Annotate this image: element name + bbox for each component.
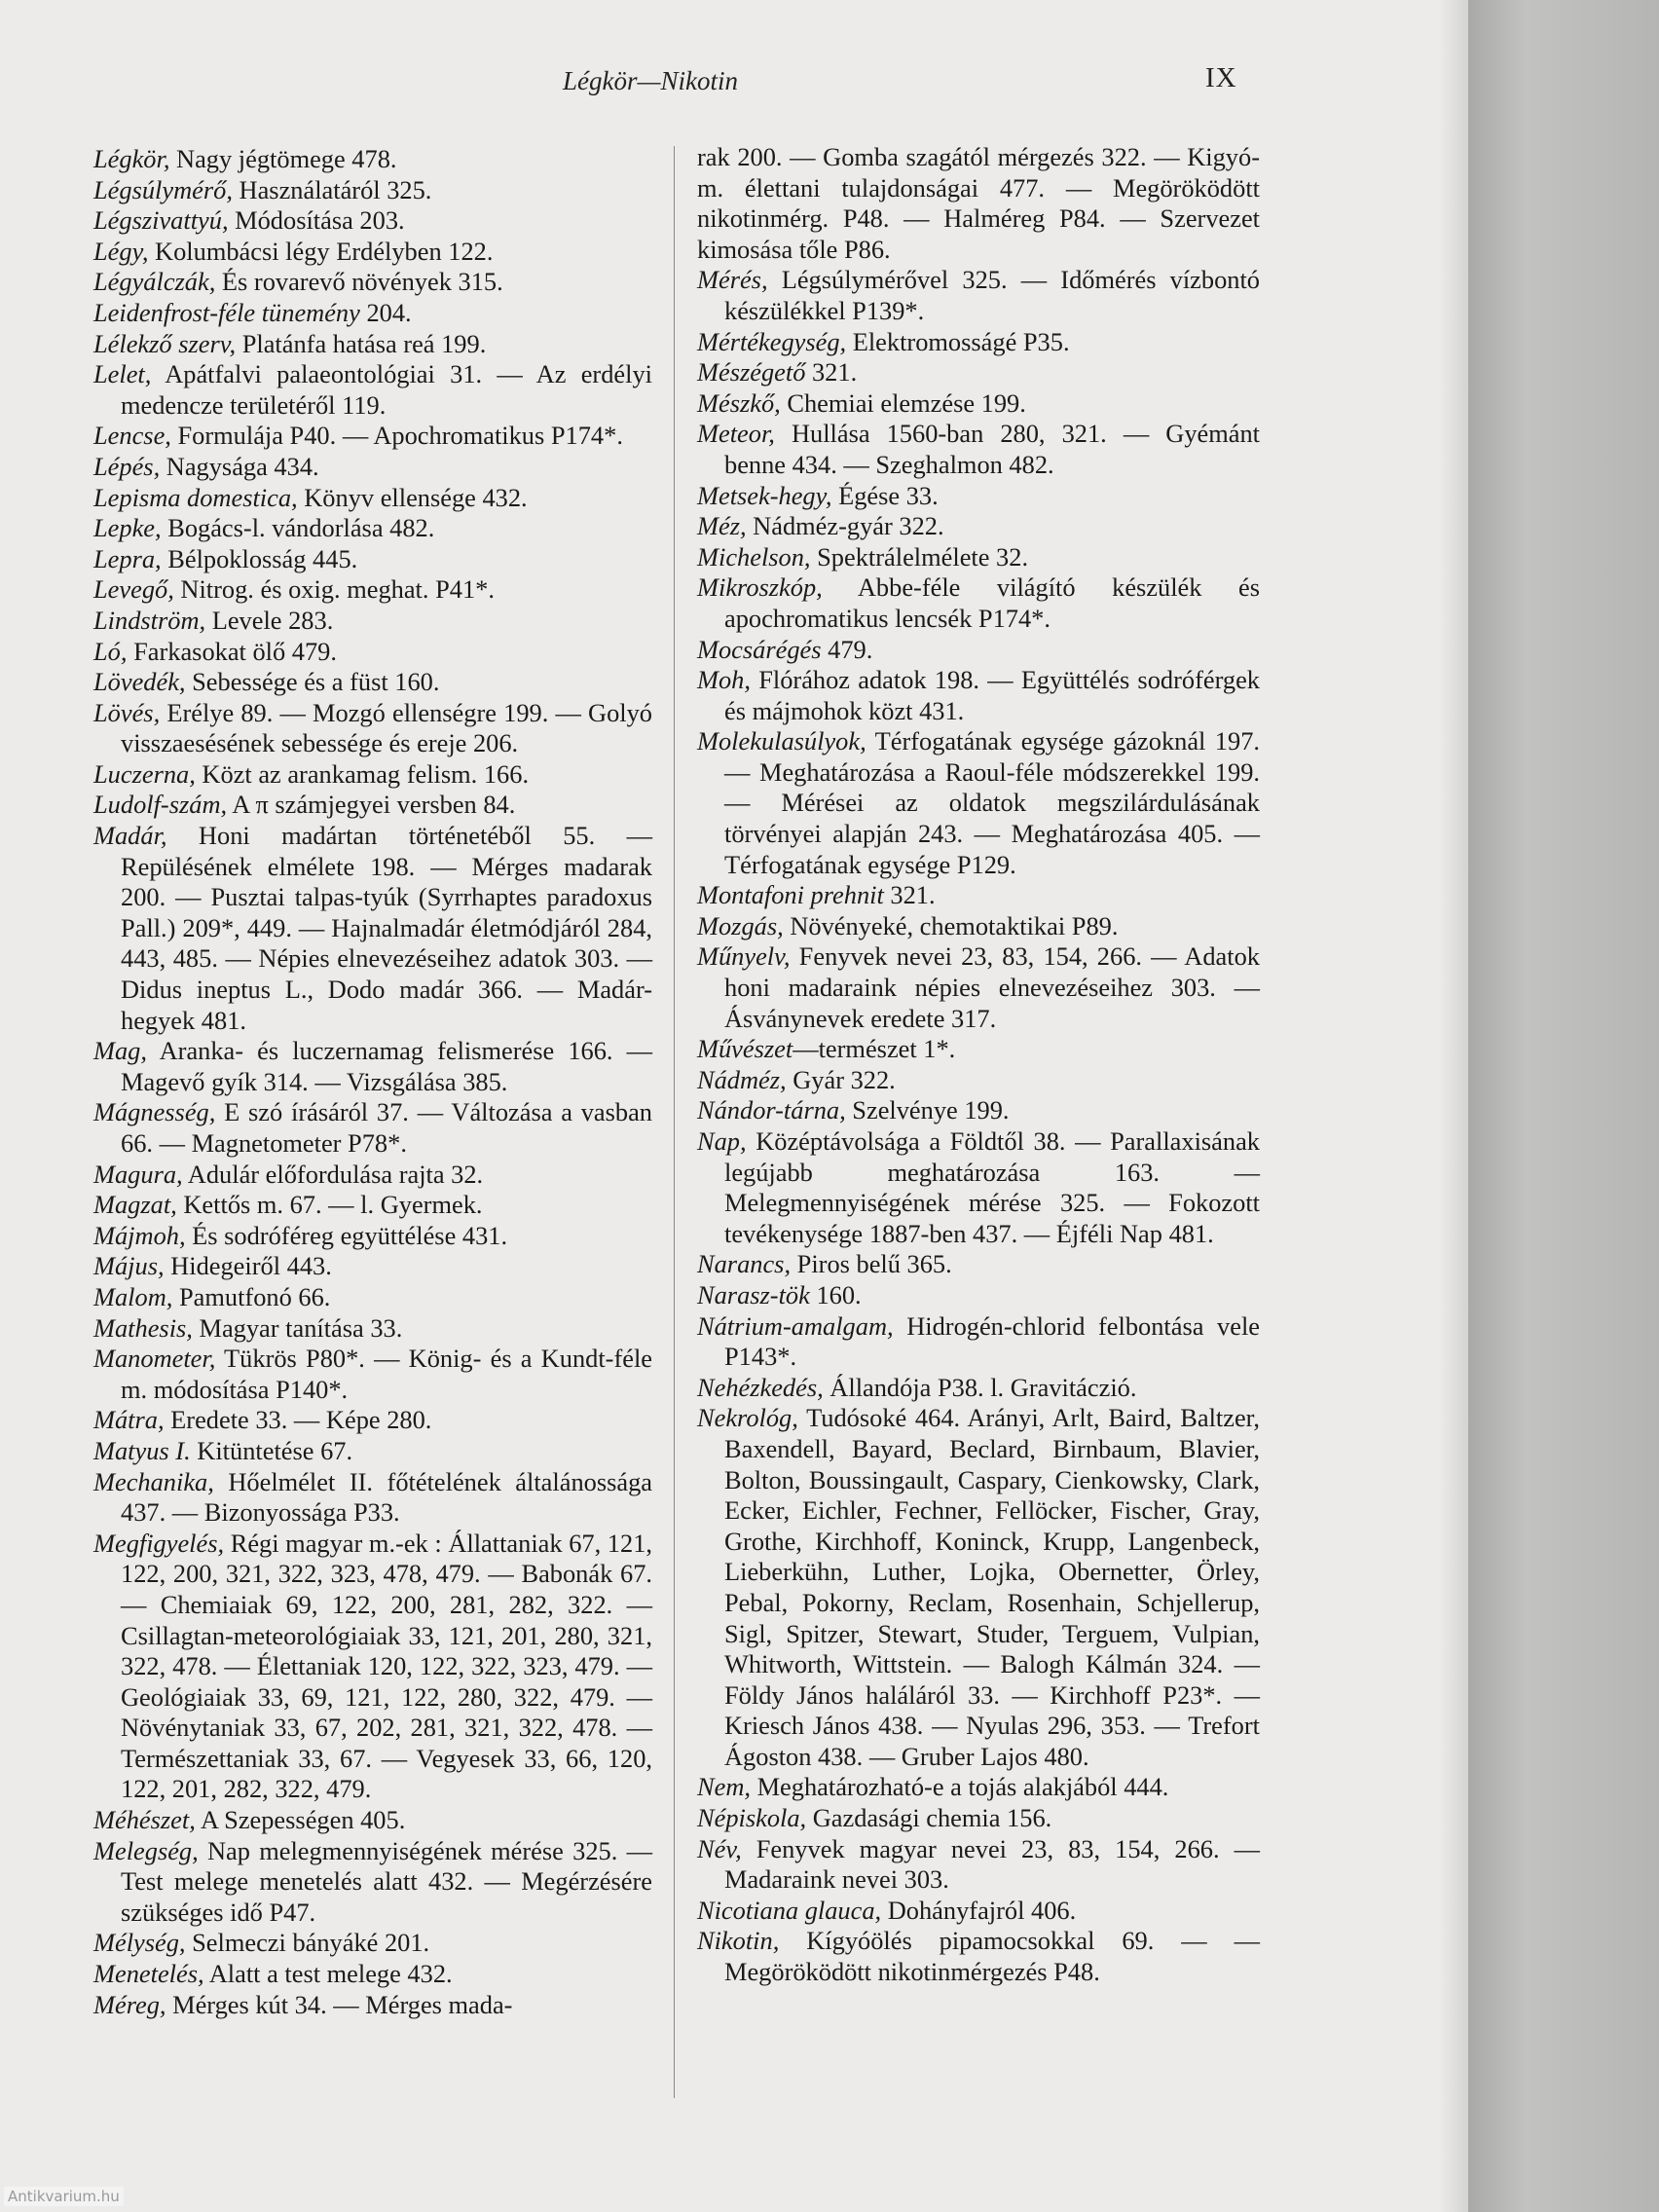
index-entry xyxy=(697,1926,1260,1987)
entry-text: Nagysága 434. xyxy=(160,451,319,481)
entry-text: Bogács-l. vándorlása 482. xyxy=(161,513,435,543)
index-entry xyxy=(697,726,1260,880)
entry-text: Állandója P38. l. Gravitáczió. xyxy=(823,1372,1137,1402)
index-entry xyxy=(93,1928,652,1959)
index-entry xyxy=(697,880,1260,911)
index-entry xyxy=(697,1373,1260,1404)
index-entry xyxy=(697,357,1260,388)
entry-text: Hidegeiről 443. xyxy=(164,1251,332,1281)
entry-headword: Magzat, xyxy=(93,1190,177,1220)
index-entry xyxy=(697,665,1260,726)
entry-text: Sebessége és a füst 160. xyxy=(185,667,440,697)
entry-text: Kígyóölés pipamocsokkal 69. — — Megöröködött nikotinmérgezés P48. xyxy=(724,1926,1260,1987)
index-entry xyxy=(93,1282,652,1313)
entry-text: Spektrálelmélete 32. xyxy=(810,541,1029,571)
entry-text: —természet 1*. xyxy=(793,1034,956,1064)
entry-text: Növényeké, chemotaktikai P89. xyxy=(783,910,1119,940)
entry-headword: Michelson, xyxy=(697,541,811,571)
index-entry xyxy=(93,144,652,175)
index-entry xyxy=(93,759,652,791)
index-entry xyxy=(93,790,652,821)
entry-text: Nádméz-gyár 322. xyxy=(746,511,944,541)
entry-text: Formulája P40. — Apochromatikus P174*. xyxy=(170,421,623,451)
entry-headword: Molekulasúlyok, xyxy=(697,726,866,756)
entry-text: 479. xyxy=(821,634,873,664)
entry-text: Égése 33. xyxy=(831,480,939,510)
entry-headword: Narasz-tök xyxy=(697,1279,810,1309)
entry-headword: Ludolf-szám, xyxy=(93,790,228,820)
entry-text: Gazdasági chemia 156. xyxy=(806,1803,1052,1833)
index-entry xyxy=(697,1772,1260,1803)
running-header xyxy=(0,56,1468,105)
entry-text: Fenyvek nevei 23, 83, 154, 266. — Adatok honi madaraink népies elnevezéseihez 303. — Ásványnevek eredete 317. xyxy=(724,941,1260,1033)
entry-text: Chemiai elemzése 199. xyxy=(780,387,1026,418)
index-entry xyxy=(697,1280,1260,1311)
entry-text: Középtávolsága a Földtől 38. — Parallaxisának legújabb meghatározása 163. — Melegmennyiségének mérése 325. — Fokozott tevékenysége 1887-ben 437. — Éjféli Nap 481. xyxy=(724,1126,1260,1248)
index-entry xyxy=(93,205,652,237)
entry-headword: Lepra, xyxy=(93,543,162,573)
index-entry xyxy=(697,1249,1260,1280)
entry-text: Gyár 322. xyxy=(786,1064,896,1094)
entry-headword: Luczerna, xyxy=(93,758,196,789)
index-entry xyxy=(93,544,652,575)
entry-text: Tudósoké 464. Arányi, Arlt, Baird, Baltzer, Baxendell, Bayard, Beclard, Birnbaum, Blavier, Bolton, Boussingault, Caspary, Cienkowsky, Clark, Ecker, Eichler, Fechner, Fellöcker, Fischer, Gray, Grothe, Kirchhoff, Koninck, Krupp, Langenbeck, Lieberkühn, Luther, Lojka, Obernetter, Örley, Pebal, Pokorny, Reclam, Rosenhain, Schjellerup, Sigl, Spitzer, Stewart, Studer, Terguem, Vulpian, Whitworth, Wittstein. — Balogh Kálmán 324. — Földy János haláláról 33. — Kirchhoff P23*. — Kriesch János 438. — Nyulas 296, 353. — Trefort Ágoston 438. — Gruber Lajos 480. xyxy=(724,1403,1260,1771)
index-entry xyxy=(93,574,652,606)
entry-text: Légsúlymérővel 325. — Időmérés vízbontó készülékkel P139*. xyxy=(724,265,1260,325)
entry-text: Aranka- és luczernamag felismerése 166. — Magevő gyík 314. — Vizsgálása 385. xyxy=(121,1036,652,1096)
entry-headword: Lencse, xyxy=(93,421,171,451)
index-entry xyxy=(93,359,652,421)
entry-text: Nitrog. és oxig. meghat. P41*. xyxy=(173,574,495,605)
entry-headword: Megfigyelés, xyxy=(93,1528,225,1558)
entry-headword: Mélység, xyxy=(93,1928,186,1958)
entry-text: Régi magyar m.-ek : Állattaniak 67, 121, 122, 200, 321, 322, 323, 478, 479. — Babonák 67. — Chemiaiak 69, 122, 200, 281, 282, 322. — Csillagtan-meteorológiaiak 33, 121, 201, 280, 321, 322, 478. — Élettaniak 120, 122, 322, 323, 479. — Geológiaiak 33, 69, 121, 122, 280, 322, 479. — Növénytaniak 33, 67, 202, 281, 321, 322, 478. — Természettaniak 33, 67. — Vegyesek 33, 66, 120, 122, 201, 282, 322, 479. xyxy=(121,1528,652,1804)
header-title: Légkör—Nikotin xyxy=(563,66,738,95)
entry-headword: Lélekző szerv, xyxy=(93,328,237,358)
index-entry xyxy=(93,1529,652,1805)
entry-headword: Moh, xyxy=(697,665,751,695)
entry-text: 204. xyxy=(359,297,412,327)
entry-headword: Mészkő, xyxy=(697,387,781,418)
entry-text: Bélpoklosság 445. xyxy=(161,543,358,573)
entry-headword: Légyálczák, xyxy=(93,267,216,297)
entry-headword: Lépés, xyxy=(93,451,161,481)
index-entry xyxy=(697,142,1260,265)
entry-text: Kitüntetése 67. xyxy=(190,1435,353,1465)
entry-headword: Műnyelv, xyxy=(697,941,791,972)
entry-headword: Mathesis, xyxy=(93,1312,193,1343)
index-entry xyxy=(697,327,1260,358)
entry-headword: Mozgás, xyxy=(697,910,784,940)
index-entry xyxy=(93,1405,652,1436)
entry-headword: Leidenfrost-féle tünemény xyxy=(93,297,360,327)
index-entry xyxy=(697,941,1260,1034)
index-entry xyxy=(93,1344,652,1405)
index-entry xyxy=(697,542,1260,573)
entry-headword: Matyus I. xyxy=(93,1435,191,1465)
entry-headword: Malom, xyxy=(93,1281,173,1311)
entry-headword: Madár, xyxy=(93,821,167,851)
column-divider xyxy=(674,146,675,2098)
index-entry xyxy=(93,1190,652,1221)
entry-headword: Lövedék, xyxy=(93,667,186,697)
entry-headword: Mértékegység, xyxy=(697,326,847,356)
index-entry xyxy=(93,821,652,1036)
entry-headword: Mag, xyxy=(93,1036,147,1066)
entry-headword: Nádméz, xyxy=(697,1064,787,1094)
entry-headword: Nem, xyxy=(697,1772,751,1802)
entry-text: Szelvénye 199. xyxy=(845,1095,1010,1125)
entry-headword: Mátra, xyxy=(93,1405,165,1435)
entry-text: Piros belű 365. xyxy=(791,1249,952,1279)
entry-text: Alatt a test melege 432. xyxy=(203,1959,453,1989)
index-entry xyxy=(697,388,1260,420)
entry-headword: Mikroszkóp, xyxy=(697,572,823,603)
entry-headword: Nap, xyxy=(697,1126,747,1156)
entry-text: rak 200. — Gomba szagától mérgezés 322. — Kigyó-m. élettani tulajdonságai 477. — Megöröködött nikotinmérg. P48. — Halméreg P84. — Szervezet kimosása tőle P86. xyxy=(697,142,1260,264)
entry-text: Nagy jégtömege 478. xyxy=(169,144,397,173)
entry-headword: Méhészet, xyxy=(93,1805,196,1835)
index-entry xyxy=(697,1403,1260,1772)
entry-text: Farkasokat ölő 479. xyxy=(127,636,337,666)
index-entry xyxy=(93,483,652,514)
index-entry xyxy=(697,1095,1260,1126)
entry-headword: Lepke, xyxy=(93,513,162,543)
index-entry xyxy=(93,1036,652,1097)
entry-text: 321. xyxy=(805,357,858,387)
entry-text: Közt az arankamag felism. 166. xyxy=(195,758,530,789)
index-entry xyxy=(697,1065,1260,1096)
entry-text: Magyar tanítása 33. xyxy=(192,1312,403,1343)
entry-headword: Nekrológ, xyxy=(697,1403,798,1433)
index-entry xyxy=(697,1896,1260,1927)
entry-text: Hullása 1560-ban 280, 321. — Gyémánt benne 434. — Szeghalmon 482. xyxy=(724,419,1260,479)
entry-text: Térfogatának egysége gázoknál 197. — Meghatározása a Raoul-féle módszerekkel 199. — Mérései az oldatok megszilárdulásának törvényei alapján 243. — Meghatározása 405. — Térfogatának egysége P129. xyxy=(724,726,1260,879)
entry-headword: Név, xyxy=(697,1833,742,1863)
index-entry xyxy=(697,1311,1260,1373)
entry-headword: Mészégető xyxy=(697,357,806,387)
entry-headword: Méz, xyxy=(697,511,747,541)
index-entry xyxy=(697,1803,1260,1834)
index-entry xyxy=(93,267,652,298)
entry-text: Módosítása 203. xyxy=(228,205,405,236)
index-entry xyxy=(93,1221,652,1252)
index-entry xyxy=(697,481,1260,512)
entry-headword: Mágnesség, xyxy=(93,1097,216,1127)
entry-text: Kettős m. 67. — l. Gyermek. xyxy=(176,1190,483,1220)
scan-margin xyxy=(1468,0,1659,2212)
entry-headword: Narancs, xyxy=(697,1249,792,1279)
entry-text: Erélye 89. — Mozgó ellenségre 199. — Golyó visszaesésének sebessége és ereje 206. xyxy=(121,697,652,758)
index-entry xyxy=(93,606,652,637)
index-entry xyxy=(93,698,652,759)
page-number: IX xyxy=(1205,62,1237,93)
index-entry xyxy=(93,329,652,360)
entry-headword: Nicotiana glauca, xyxy=(697,1895,882,1925)
index-entry xyxy=(93,1836,652,1929)
index-entry xyxy=(93,1990,652,2021)
index-entry xyxy=(93,1467,652,1529)
entry-headword: Május, xyxy=(93,1251,165,1281)
entry-headword: Nátrium-amalgam, xyxy=(697,1310,894,1341)
entry-headword: Levegő, xyxy=(93,574,174,605)
entry-text: Eredete 33. — Képe 280. xyxy=(164,1405,432,1435)
entry-headword: Meteor, xyxy=(697,419,775,449)
entry-headword: Légkör, xyxy=(93,144,170,173)
entry-text: Fenyvek magyar nevei 23, 83, 154, 266. — Madaraink nevei 303. xyxy=(724,1833,1260,1895)
entry-headword: Légszivattyú, xyxy=(93,205,229,236)
entry-text: Kolumbácsi légy Erdélyben 122. xyxy=(148,236,494,266)
index-entry xyxy=(93,1436,652,1467)
entry-headword: Nándor-tárna, xyxy=(697,1095,846,1125)
entry-text: A Szepességen 405. xyxy=(195,1805,406,1835)
entry-headword: Méreg, xyxy=(93,1989,166,2019)
entry-text: Hidrogén-chlorid felbontása vele P143*. xyxy=(724,1310,1260,1372)
entry-headword: Manometer, xyxy=(93,1344,216,1374)
index-entry xyxy=(93,421,652,452)
entry-headword: Népiskola, xyxy=(697,1803,807,1833)
index-entry xyxy=(93,513,652,544)
index-entry xyxy=(93,1313,652,1345)
entry-headword: Melegség, xyxy=(93,1835,199,1865)
index-entry xyxy=(697,635,1260,666)
entry-text: Hőelmélet II. főtételének általánossága 437. — Bizonyossága P33. xyxy=(121,1466,652,1528)
entry-text: 160. xyxy=(809,1279,862,1309)
watermark: Antikvarium.hu xyxy=(4,2187,124,2206)
entry-headword: Magura, xyxy=(93,1159,183,1189)
entry-text: Platánfa hatása reá 199. xyxy=(236,328,487,358)
entry-headword: Mérés, xyxy=(697,265,768,295)
index-entry xyxy=(93,637,652,668)
index-entry xyxy=(697,1126,1260,1249)
index-entry xyxy=(93,1251,652,1282)
entry-headword: Lindström, xyxy=(93,605,206,635)
index-entry xyxy=(93,298,652,329)
index-entry xyxy=(93,452,652,483)
index-entry xyxy=(93,175,652,206)
index-entry xyxy=(93,1160,652,1191)
entry-text: Flórához adatok 198. — Együttélés sodróférgek és májmohok közt 431. xyxy=(724,665,1260,725)
entry-text: És sodróféreg együttélése 431. xyxy=(185,1220,508,1250)
entry-headword: Nikotin, xyxy=(697,1926,780,1956)
index-entry xyxy=(93,237,652,268)
entry-headword: Mocsárégés xyxy=(697,634,822,664)
entry-headword: Nehézkedés, xyxy=(697,1372,824,1402)
index-entry xyxy=(697,265,1260,326)
entry-text: A π számjegyei versben 84. xyxy=(227,790,516,820)
entry-headword: Légy, xyxy=(93,236,149,266)
index-entry xyxy=(697,1034,1260,1065)
index-entry xyxy=(697,419,1260,480)
entry-headword: Ló, xyxy=(93,636,128,666)
entry-headword: Lelet, xyxy=(93,359,152,389)
entry-text: Honi madártan történetéből 55. — Repülésének elmélete 198. — Mérges madarak 200. — Pusztai talpas-tyúk (Syrrhaptes paradoxus Pall.) 209*, 449. — Hajnalmadár életmódjáról 284, 443, 485. — Népies elnevezéseihez adatok 303. — Didus ineptus L., Dodo madár 366. — Madár-hegyek 481. xyxy=(121,821,652,1035)
index-entry xyxy=(93,667,652,698)
index-entry xyxy=(697,511,1260,542)
entry-text: Pamutfonó 66. xyxy=(172,1281,331,1311)
entry-text: És rovarevő növények 315. xyxy=(215,267,503,297)
entry-text: Könyv ellensége 432. xyxy=(297,482,528,512)
entry-headword: Menetelés, xyxy=(93,1959,204,1989)
entry-text: Apátfalvi palaeontológiai 31. — Az erdélyi medencze területéről 119. xyxy=(121,359,652,420)
entry-text: Adulár előfordulása rajta 32. xyxy=(182,1159,484,1189)
entry-text: Nap melegmennyiségének mérése 325. — Test melege menetelés alatt 432. — Megérzésére szükséges idő P47. xyxy=(121,1835,652,1927)
entry-text: Használatáról 325. xyxy=(232,174,432,204)
entry-text: Selmeczi bányáké 201. xyxy=(185,1928,430,1958)
entry-headword: Metsek-hegy, xyxy=(697,480,832,510)
entry-text: Tükrös P80*. — König- és a Kundt-féle m. módosítása P140*. xyxy=(121,1344,652,1404)
entry-text: Elektromosságé P35. xyxy=(846,326,1070,356)
index-entry xyxy=(697,572,1260,634)
entry-headword: Májmoh, xyxy=(93,1220,186,1250)
entry-text: Meghatározható-e a tojás alakjából 444. xyxy=(750,1772,1169,1802)
entry-text: Levele 283. xyxy=(205,605,334,635)
entry-headword: Montafoni prehnit xyxy=(697,880,884,910)
entry-text: Dohányfajról 406. xyxy=(881,1895,1077,1925)
entry-text: E szó írásáról 37. — Változása a vasban 66. — Magnetometer P78*. xyxy=(121,1097,652,1158)
index-column-left xyxy=(93,144,652,2020)
entry-text: Mérges kút 34. — Mérges mada- xyxy=(166,1989,513,2019)
entry-headword: Légsúlymérő, xyxy=(93,174,233,204)
entry-text: 321. xyxy=(883,880,936,910)
entry-headword: Lepisma domestica, xyxy=(93,482,298,512)
entry-text: Abbe-féle világító készülék és apochromatikus lencsék P174*. xyxy=(724,572,1260,633)
index-entry xyxy=(697,911,1260,942)
entry-headword: Művészet xyxy=(697,1034,793,1064)
index-entry xyxy=(93,1097,652,1159)
index-entry xyxy=(93,1959,652,1990)
index-column-right xyxy=(697,142,1260,1988)
index-entry xyxy=(93,1805,652,1836)
entry-headword: Lövés, xyxy=(93,697,161,727)
index-entry xyxy=(697,1834,1260,1896)
entry-headword: Mechanika, xyxy=(93,1466,214,1496)
